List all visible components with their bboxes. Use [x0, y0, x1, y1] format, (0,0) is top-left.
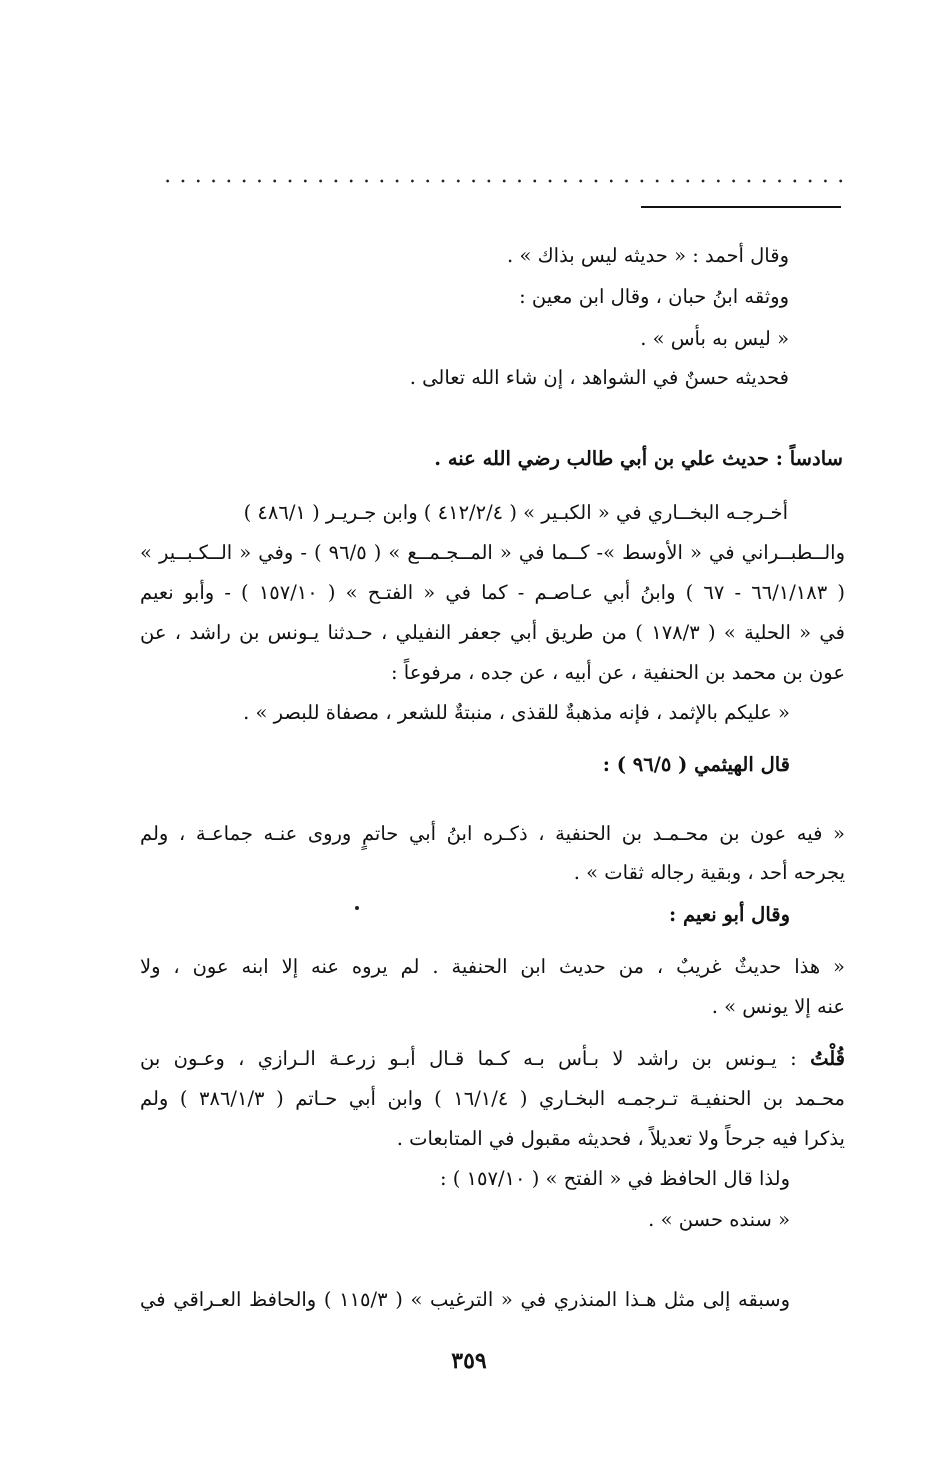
text-line: يذكرا فيه جرحاً ولا تعديلاً ، فحديثه مقبول في المتابعات . — [396, 1127, 845, 1150]
text-line — [140, 1042, 845, 1076]
text-line: ( ٦٦/١/١٨٣ - ٦٧ ) وابنُ أبي عـاصـم - كما في « الفتـح » ( ١٥٧/١٠ ) - وأبو نعيم — [140, 581, 845, 604]
text-line: « هذا حديثٌ غريبٌ ، من حديث ابن الحنفية . لم يروه عنه إلا ابنه عون ، ولا — [140, 955, 845, 978]
text-line: أخـرجـه البخــاري في « الكبـير » ( ٤١٢/٢/٤ ) وابن جـريـر ( ٤٨٦/١ ) — [243, 501, 788, 524]
text-line: محـمد بن الحنفيـة تـرجمـه البخـاري ( ١٦/١/٤ ) وابن أبي حـاتم ( ٣٨٦/١/٣ ) ولم — [140, 1087, 845, 1110]
ink-speck — [355, 906, 359, 910]
text-line: في « الحلية » ( ١٧٨/٣ ) من طريق أبي جعفر النفيلي ، حـدثنا يـونس بن راشد ، عن — [140, 621, 845, 644]
dotted-separator — [160, 178, 850, 184]
text-line: فحديثه حسنٌ في الشواهد ، إن شاء الله تعالى . — [409, 366, 789, 389]
text-line: وقال أحمد : « حديثه ليس بذاك » . — [507, 244, 789, 267]
hadith-quote: « سنده حسن » . — [648, 1208, 790, 1231]
text-line: يجرحه أحد ، وبقية رجاله ثقات » . — [573, 861, 845, 884]
text-line: « ليس به بأس » . — [640, 327, 789, 350]
page-number: ٣٥٩ — [451, 1348, 487, 1374]
hadith-quote: « عليكم بالإثمد ، فإنه مذهبةٌ للقذى ، منبتةٌ للشعر ، مصفاة للبصر » . — [243, 701, 790, 724]
text-line: ووثقه ابنُ حبان ، وقال ابن معين : — [519, 285, 789, 308]
text-line: « فيه عون بن محـمـد بن الحنفية ، ذكـره ابنُ أبي حاتمٍ وروى عنـه جماعـة ، ولم — [140, 822, 845, 845]
subheading-abu-nuaym: وقال أبو نعيم : — [668, 903, 790, 926]
qultu-label: قُلْتُ — [810, 1047, 845, 1070]
text-line: عون بن محمد بن الحنفية ، عن أبيه ، عن جده ، مرفوعاً : — [390, 661, 845, 684]
text-line: وسبقه إلى مثل هـذا المنذري في « الترغيب » ( ١١٥/٣ ) والحافظ العـراقي في — [140, 1288, 790, 1311]
text-line: ولذا قال الحافظ في « الفتح » ( ١٥٧/١٠ ) : — [439, 1167, 790, 1190]
qultu-text: : يـونس بن راشد لا بـأس بـه كـما قـال أبـو زرعـة الـرازي ، وعـون بن — [140, 1047, 797, 1070]
subheading-haythami: قال الهيثمي ( ٩٦/٥ ) : — [602, 753, 790, 776]
footnote-rule — [641, 206, 841, 208]
text-line: عنه إلا يونس » . — [711, 995, 845, 1018]
text-line: والــطبــراني في « الأوسط »- كــما في « المــجـمــع » ( ٩٦/٥ ) - وفي « الــكـبــير » — [140, 541, 845, 564]
section-heading: سادساً : حديث علي بن أبي طالب رضي الله عنه . — [434, 447, 843, 470]
